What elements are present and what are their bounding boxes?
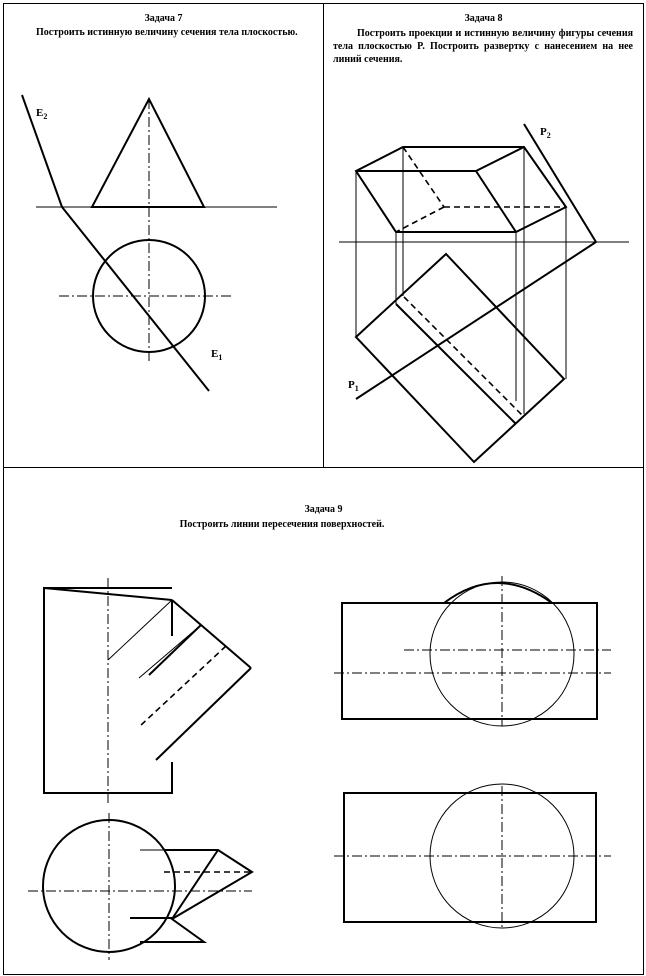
task8-panel [323,3,644,468]
task7-cone-front-view [92,99,204,207]
task9-right-top-view [334,784,611,930]
task7-plane-e1-trace [62,207,209,391]
task8-projection-lines [356,147,566,414]
task8-label-p2: $P_2$ [540,126,551,140]
task8-plane-p2-trace [524,124,596,242]
task9-drawing [4,468,645,976]
task8-prism-top-view [356,254,564,462]
task7-label-e2: $E_2$ [36,107,48,121]
task9-right-front-view [334,576,611,726]
task8-drawing [324,4,645,469]
task7-title: Задача 7 [144,13,183,24]
task9-title: Задача 9 [304,504,343,515]
task7-label-e1: $E_1$ [211,348,223,362]
task8-prism-front-view [356,147,566,232]
task9-left-top-view [28,813,252,960]
task9-left-front-view [44,578,251,803]
task7-description: Построить истинную величину сечения тела плоскостью. [36,27,298,38]
task8-label-p1: $P_1$ [348,379,359,393]
task7-drawing [4,4,325,469]
task7-panel [3,3,324,468]
task8-title: Задача 8 [464,13,503,24]
task9-panel [3,467,644,975]
task8-description: Построить проекции и истинную величину фигуры сечения тела плоскостью P. Построить развертку с нанесением на нее линий сечения. [333,28,633,65]
task9-description: Построить линии пересечения поверхностей. [179,519,385,530]
